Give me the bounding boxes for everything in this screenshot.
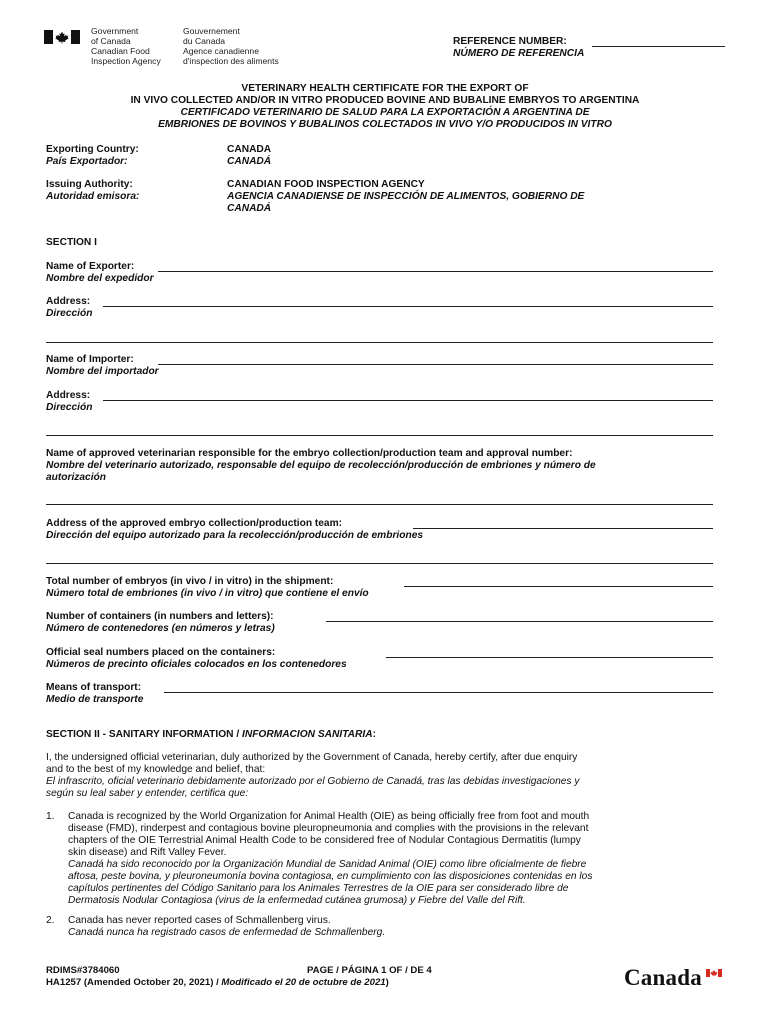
agency-en-line2: Inspection Agency (91, 55, 161, 66)
gov-en-line2: of Canada (91, 35, 131, 46)
item-2-en-line1: Canada has never reported cases of Schmallenberg virus. (68, 915, 331, 926)
canada-wordmark (624, 965, 726, 1000)
total-embryos-label-es: Número total de embriones (in vivo / in vitro) que contiene el envío (46, 588, 369, 599)
page-indicator: PAGE / PÁGINA 1 OF / DE 4 (307, 965, 432, 976)
veterinarian-label: Name of approved veterinarian responsible for the embryo collection/production team and approval number: (46, 448, 573, 459)
item-2-number: 2. (46, 915, 55, 926)
transport-label: Means of transport: (46, 682, 142, 693)
section-2-heading-es: INFORMACION SANITARIA (242, 729, 373, 740)
section-2-heading-colon: : (372, 729, 376, 740)
seal-numbers-field[interactable] (386, 657, 713, 658)
exporter-address-label: Address: (46, 296, 91, 307)
item-1-es-line2: aftosa, peste bovina, y pleuroneumonía bovina contagiosa, en cumplimiento con las disposiciones contenidas en los (68, 871, 593, 882)
reference-number-field[interactable] (592, 46, 725, 47)
certification-intro (46, 752, 726, 800)
item-1-en-line2: disease (FMD), rinderpest and contagious bovine pleuropneumonia and complies with the provisions in the relevant (68, 823, 589, 834)
containers-field[interactable] (326, 621, 713, 622)
agency-fr-line1: Agence canadienne (183, 46, 259, 56)
section-2-heading (46, 729, 376, 741)
item-1-text (68, 811, 728, 907)
team-address-field[interactable] (413, 528, 713, 529)
form-number (46, 977, 389, 989)
exporter-address-field-line2[interactable] (46, 342, 713, 343)
item-1-en-line1: Canada is recognized by the World Organization for Animal Health (OIE) as being officially free from foot and mouth (68, 811, 590, 822)
exporter-name-label-es: Nombre del expedidor (46, 273, 154, 284)
veterinarian-label-es-1: Nombre del veterinario autorizado, responsable del equipo de recolección/producción de embriones y número de (46, 460, 596, 471)
exporter-address-field[interactable] (103, 306, 713, 307)
exporting-country-label: Exporting Country: (46, 144, 139, 155)
item-1-es-line4: Dermatosis Nodular Contagiosa (virus de la enfermedad cutánea grumosa) y Fiebre del Valle del Rift. (68, 895, 526, 906)
title-en-line2: IN VIVO COLLECTED AND/OR IN VITRO PRODUCED BOVINE AND BUBALINE EMBRYOS TO ARGENTINA (130, 95, 640, 106)
team-address-field-line2[interactable] (46, 563, 713, 564)
item-1-es-line3: capítulos pertinentes del Código Sanitario para los Animales Terrestres de la OIE para ser considerado libre de (68, 883, 569, 894)
form-number-en: HA1257 (Amended October 20, 2021) / (46, 977, 222, 988)
intro-es-line1: El infrascrito, oficial veterinario debidamente autorizado por el Gobierno de Canadá, tras las debidas investigaciones y (46, 776, 580, 787)
reference-number-label-es: NÚMERO DE REFERENCIA (453, 48, 585, 59)
section-2-heading-en: SECTION II - SANITARY INFORMATION / (46, 729, 243, 740)
issuing-authority-value-es-2: CANADÁ (227, 203, 272, 214)
intro-en-line1: I, the undersigned official veterinarian, duly authorized by the Government of Canada, hereby certify, after due enquiry (46, 752, 578, 763)
importer-address-field[interactable] (103, 400, 713, 401)
form-number-close: ) (385, 977, 389, 988)
team-address-label: Address of the approved embryo collection/production team: (46, 518, 343, 529)
issuing-authority-value-es-1: AGENCIA CANADIENSE DE INSPECCIÓN DE ALIMENTOS, GOBIERNO DE (227, 191, 585, 202)
exporting-country-value: CANADA (227, 144, 272, 155)
total-embryos-label: Total number of embryos (in vivo / in vitro) in the shipment: (46, 576, 334, 587)
gov-en-line1: Government (91, 26, 139, 36)
item-1-es-line1: Canadá ha sido reconocido por la Organización Mundial de Sanidad Animal (OIE) como libre oficialmente de fiebre (68, 859, 587, 870)
veterinarian-field[interactable] (46, 504, 713, 505)
gov-fr-line2: du Canada (183, 35, 226, 46)
importer-address-field-line2[interactable] (46, 435, 713, 436)
exporting-country-value-es: CANADÁ (227, 156, 272, 167)
containers-label-es: Número de contenedores (en números y letras) (46, 623, 275, 634)
canada-wordmark-text: Canada (624, 965, 702, 990)
item-1-en-line4: skin disease) and Rift Valley Fever. (68, 847, 227, 858)
wordmark-flag-icon (706, 969, 722, 977)
item-1-en-line3: chapters of the OIE Terrestrial Animal Health Code to be considered free of Nodular Contagious Dermatitis (lumpy (68, 835, 581, 846)
containers-label: Number of containers (in numbers and letters): (46, 611, 274, 622)
form-number-es: Modificado el 20 de octubre de 2021 (221, 977, 386, 988)
exporter-name-field[interactable] (158, 271, 713, 272)
reference-number-label: REFERENCE NUMBER: (453, 36, 567, 47)
item-2-text (68, 915, 728, 939)
exporting-country-label-es: País Exportador: (46, 156, 128, 167)
title-es-line2: EMBRIONES DE BOVINOS Y BUBALINOS COLECTADOS IN VIVO Y/O PRODUCIDOS IN VITRO (158, 119, 612, 130)
item-2-es-line1: Canadá nunca ha registrado casos de enfermedad de Schmallenberg. (68, 927, 386, 938)
canada-flag-icon (44, 30, 80, 44)
issuing-authority-label: Issuing Authority: (46, 179, 133, 190)
gov-fr-line1: Gouvernement (183, 26, 240, 36)
issuing-authority-value: CANADIAN FOOD INSPECTION AGENCY (227, 179, 425, 190)
seal-numbers-label-es: Números de precinto oficiales colocados en los contenedores (46, 659, 347, 670)
intro-es-line2: según su leal saber y entender, certifica que: (46, 788, 249, 799)
exporter-address-label-es: Dirección (46, 308, 93, 319)
issuing-authority-label-es: Autoridad emisora: (46, 191, 140, 202)
exporter-name-label: Name of Exporter: (46, 261, 135, 272)
importer-name-label: Name of Importer: (46, 354, 134, 365)
intro-en-line2: and to the best of my knowledge and belief, that: (46, 764, 266, 775)
title-en-line1: VETERINARY HEALTH CERTIFICATE FOR THE EXPORT OF (241, 83, 529, 94)
agency-fr-line2: d'inspection des aliments (183, 55, 279, 66)
importer-address-label-es: Dirección (46, 402, 93, 413)
title-es-line1: CERTIFICADO VETERINARIO DE SALUD PARA LA EXPORTACIÓN A ARGENTINA DE (180, 107, 590, 118)
importer-address-label: Address: (46, 390, 91, 401)
rdims-number: RDIMS#3784060 (46, 965, 120, 976)
transport-field[interactable] (164, 692, 713, 693)
total-embryos-field[interactable] (404, 586, 713, 587)
transport-label-es: Medio de transporte (46, 694, 144, 705)
section-1-heading: SECTION I (46, 237, 97, 248)
item-1-number: 1. (46, 811, 55, 822)
veterinarian-label-es-2: autorización (46, 472, 107, 483)
importer-name-field[interactable] (158, 364, 713, 365)
agency-en-line1: Canadian Food (91, 46, 150, 56)
importer-name-label-es: Nombre del importador (46, 366, 159, 377)
seal-numbers-label: Official seal numbers placed on the containers: (46, 647, 276, 658)
certificate-title (0, 83, 770, 131)
team-address-label-es: Dirección del equipo autorizado para la recolección/producción de embriones (46, 530, 424, 541)
